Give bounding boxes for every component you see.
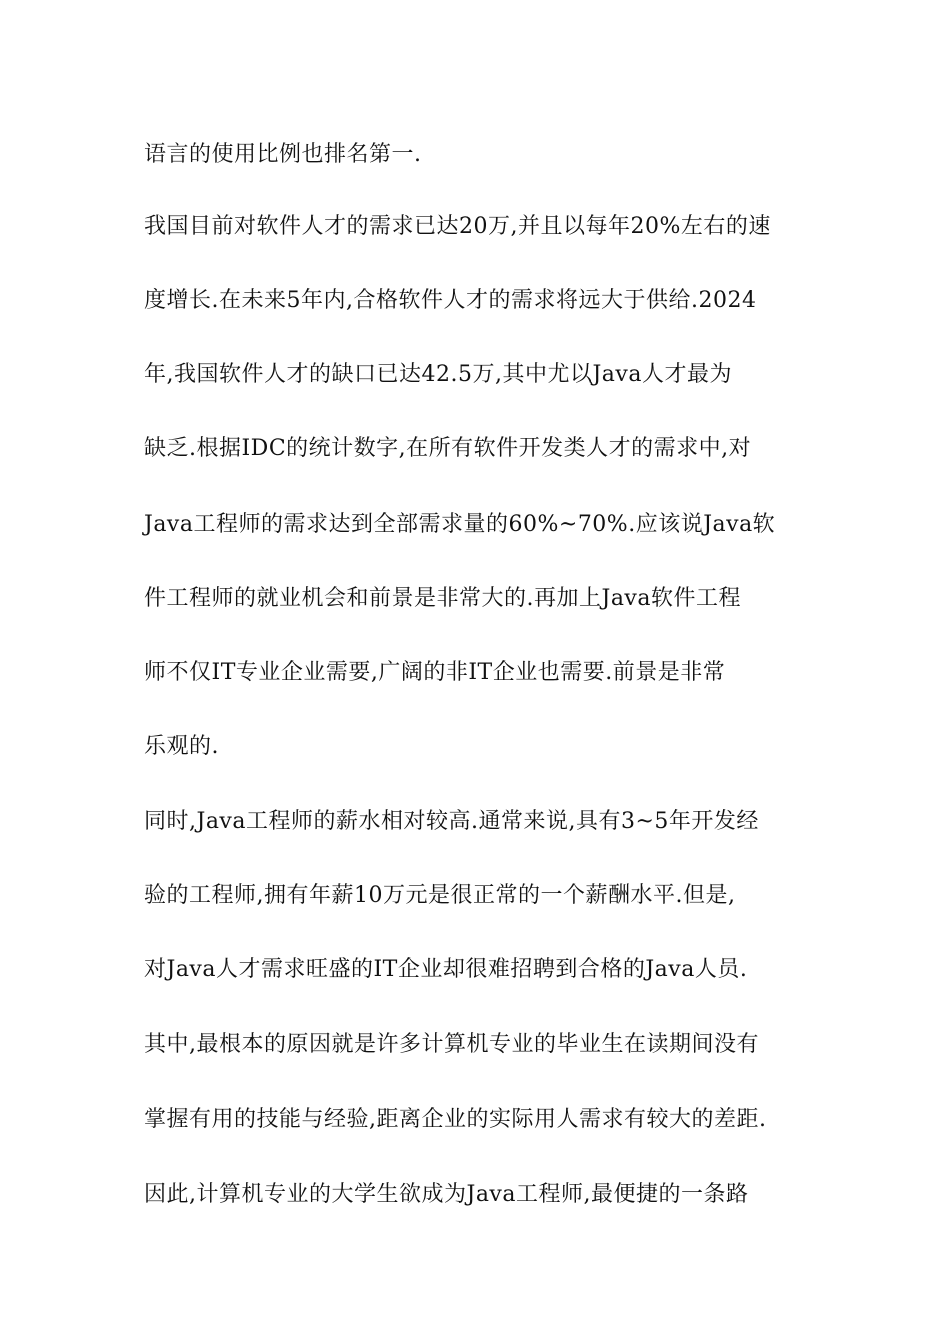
text-line: 掌握有用的技能与经验,距离企业的实际用人需求有较大的差距. (144, 1107, 767, 1132)
text-line: 同时,Java工程师的薪水相对较高.通常来说,具有3~5年开发经 (144, 809, 759, 834)
text-line: 师不仅IT专业企业需要,广阔的非IT企业也需要.前景是非常 (144, 660, 726, 685)
text-line: Java工程师的需求达到全部需求量的60%~70%.应该说Java软 (144, 512, 776, 537)
text-line: 因此,计算机专业的大学生欲成为Java工程师,最便捷的一条路 (144, 1182, 749, 1207)
text-line: 缺乏.根据IDC的统计数字,在所有软件开发类人才的需求中,对 (144, 436, 752, 461)
text-line: 对Java人才需求旺盛的IT企业却很难招聘到合格的Java人员. (144, 957, 748, 982)
text-line: 语言的使用比例也排名第一. (144, 142, 422, 167)
text-line: 乐观的. (144, 734, 219, 759)
text-line: 年,我国软件人才的缺口已达42.5万,其中尤以Java人才最为 (144, 362, 732, 387)
text-line: 验的工程师,拥有年薪10万元是很正常的一个薪酬水平.但是, (144, 883, 736, 908)
text-line: 度增长.在未来5年内,合格软件人才的需求将远大于供给.2024 (144, 288, 757, 313)
text-line: 我国目前对软件人才的需求已达20万,并且以每年20%左右的速 (144, 214, 771, 239)
text-line: 其中,最根本的原因就是许多计算机专业的毕业生在读期间没有 (144, 1032, 759, 1057)
text-line: 件工程师的就业机会和前景是非常大的.再加上Java软件工程 (144, 586, 741, 611)
